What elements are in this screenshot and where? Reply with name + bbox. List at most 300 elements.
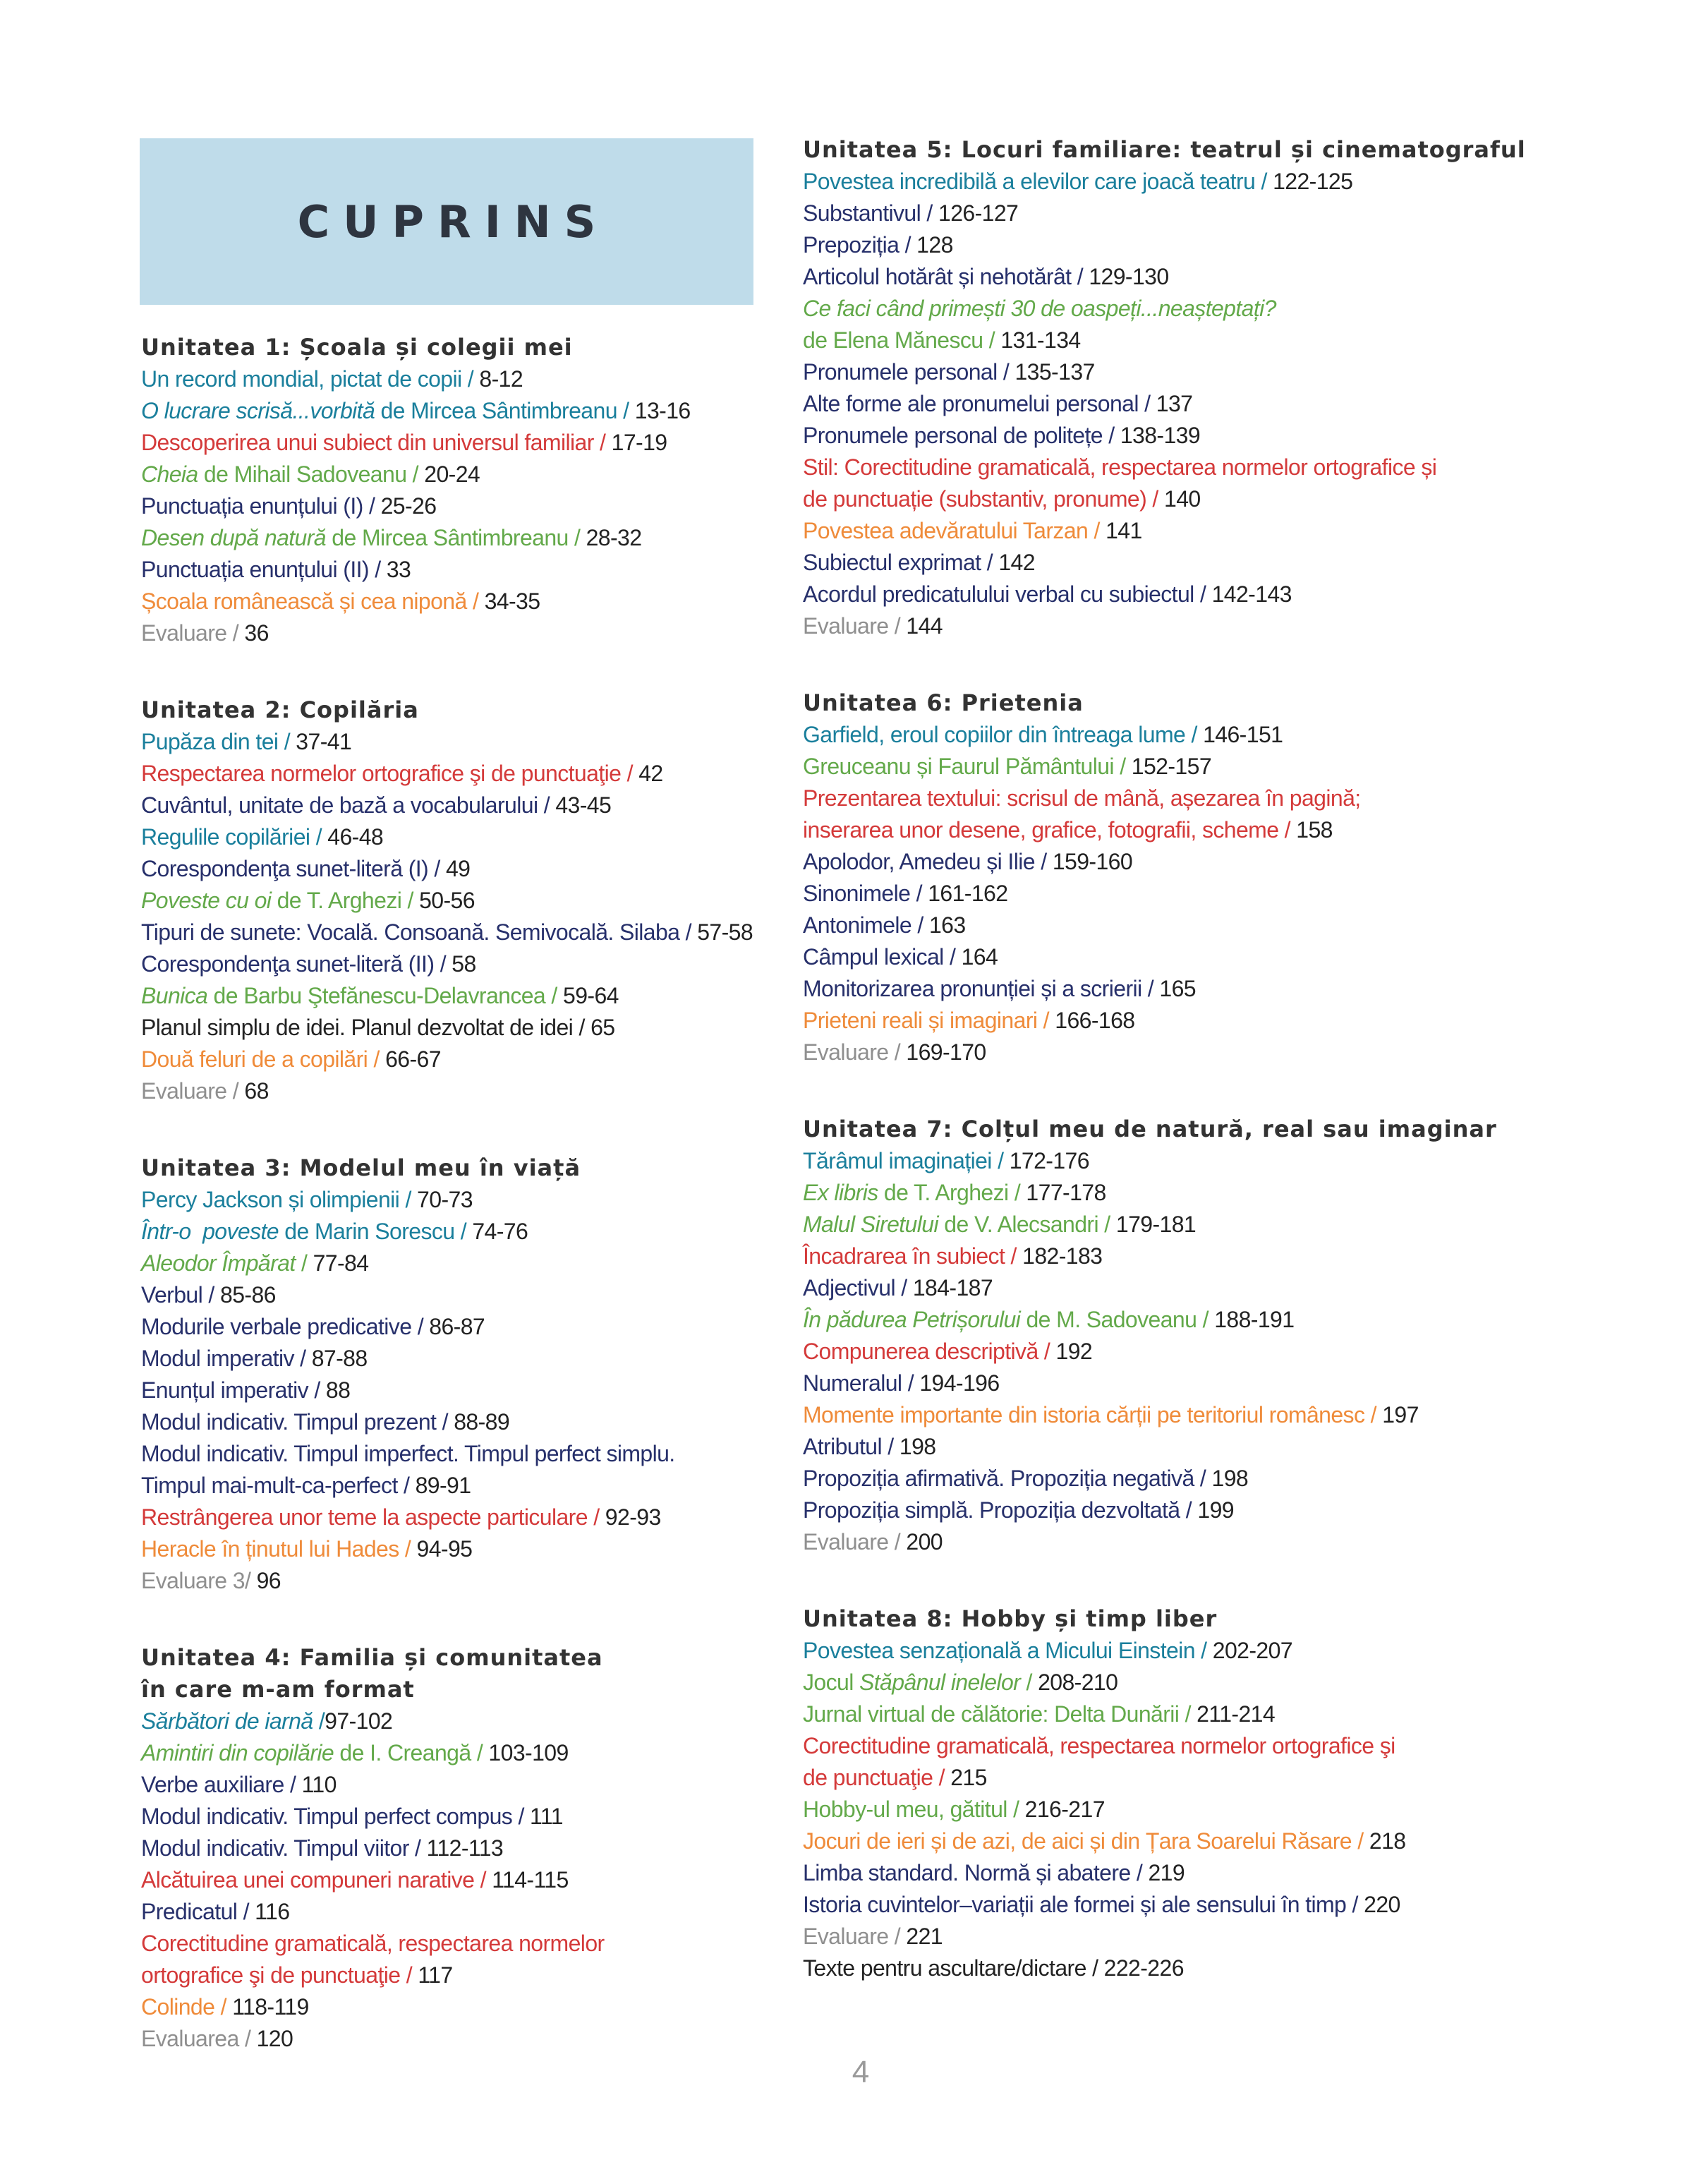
entry-text: de T. Arghezi / bbox=[878, 1180, 1026, 1205]
toc-entry[interactable] bbox=[803, 420, 1671, 452]
page-ref: 194-196 bbox=[919, 1370, 1000, 1396]
toc-entry[interactable] bbox=[803, 325, 1671, 356]
toc-entry[interactable] bbox=[803, 166, 1671, 198]
entry-text: Un record mondial, pictat de copii / bbox=[141, 366, 480, 392]
page-ref: 117 bbox=[418, 1962, 453, 1988]
toc-entry[interactable] bbox=[803, 1825, 1671, 1857]
toc-entry[interactable] bbox=[803, 814, 1671, 846]
page-ref: 86-87 bbox=[429, 1314, 485, 1339]
toc-entry[interactable] bbox=[141, 948, 776, 980]
unit-title: Unitatea 3: Modelul meu în viață bbox=[141, 1154, 581, 1181]
toc-entry[interactable] bbox=[803, 1272, 1671, 1304]
entry-text: Heracle în ținutul lui Hades / bbox=[141, 1536, 417, 1562]
toc-entry[interactable] bbox=[803, 388, 1671, 420]
toc-entry[interactable] bbox=[141, 1864, 776, 1896]
entry-text: Câmpul lexical / bbox=[803, 944, 962, 970]
toc-entry[interactable] bbox=[803, 483, 1671, 515]
page-ref: 128 bbox=[916, 232, 953, 258]
entry-text: de Mircea Sântimbreanu / bbox=[375, 398, 635, 423]
page-ref: 198 bbox=[899, 1434, 936, 1459]
toc-entry[interactable] bbox=[803, 1304, 1671, 1336]
toc-entry[interactable] bbox=[803, 1698, 1671, 1730]
entry-text: 222-226 bbox=[1103, 1955, 1184, 1981]
page-ref: 142-143 bbox=[1211, 581, 1292, 607]
unit-title: Unitatea 7: Colțul meu de natură, real sau imaginar bbox=[803, 1116, 1497, 1142]
toc-entry[interactable] bbox=[803, 1005, 1671, 1037]
entry-text: Evaluare / bbox=[803, 1529, 907, 1555]
entry-text: Desen după natură bbox=[141, 525, 327, 550]
entry-text: Enunțul imperativ / bbox=[141, 1377, 326, 1403]
toc-entry[interactable] bbox=[803, 1336, 1671, 1368]
page-ref: 74-76 bbox=[472, 1219, 528, 1244]
entry-text: Două feluri de a copilări / bbox=[141, 1046, 386, 1072]
entry-text: Amintiri din copilărie bbox=[141, 1740, 334, 1765]
toc-entry[interactable] bbox=[803, 1794, 1671, 1825]
toc-entry[interactable] bbox=[141, 1075, 776, 1107]
entry-text: Tărâmul imaginației / bbox=[803, 1148, 1010, 1173]
toc-entry[interactable] bbox=[141, 1833, 776, 1864]
entry-text: Texte pentru ascultare/dictare / bbox=[803, 1955, 1104, 1981]
toc-entry[interactable] bbox=[803, 1037, 1671, 1068]
entry-text: Apolodor, Amedeu și Ilie / bbox=[803, 849, 1053, 874]
entry-text: Stil: Corectitudine gramaticală, respectarea normelor ortografice și bbox=[803, 454, 1437, 480]
page-ref: 219 bbox=[1148, 1860, 1185, 1885]
toc-entry[interactable] bbox=[803, 1463, 1671, 1495]
toc-entry[interactable] bbox=[141, 490, 776, 522]
toc-entry[interactable] bbox=[141, 363, 776, 395]
page-ref: 89-91 bbox=[415, 1473, 471, 1498]
toc-entry[interactable] bbox=[803, 1635, 1671, 1667]
entry-text: Punctuația enunțului (I) / bbox=[141, 493, 381, 519]
toc-entry[interactable] bbox=[141, 1896, 776, 1928]
page-ref: 42 bbox=[638, 761, 663, 786]
entry-text: de Mircea Sântimbreanu / bbox=[326, 525, 586, 550]
page-ref: 164 bbox=[961, 944, 998, 970]
toc-entry[interactable] bbox=[803, 229, 1671, 261]
page-ref: 221 bbox=[906, 1924, 943, 1949]
page-ref: 43-45 bbox=[555, 792, 612, 818]
entry-text: Modul indicativ. Timpul perfect compus / bbox=[141, 1804, 531, 1829]
entry-text: Respectarea normelor ortografice şi de punctuaţie / bbox=[141, 761, 639, 786]
entry-text: de punctuație (substantiv, pronume) / bbox=[803, 486, 1165, 512]
unit-section-4 bbox=[141, 1642, 776, 2055]
toc-entry[interactable] bbox=[803, 1857, 1671, 1889]
page-ref: 103-109 bbox=[488, 1740, 569, 1765]
entry-text: / bbox=[295, 1250, 313, 1276]
page-ref: 199 bbox=[1197, 1497, 1234, 1523]
toc-entry[interactable] bbox=[141, 1801, 776, 1833]
page-ref: 172-176 bbox=[1009, 1148, 1089, 1173]
toc-entry[interactable] bbox=[803, 515, 1671, 547]
toc-entry[interactable] bbox=[141, 1928, 776, 1960]
toc-entry[interactable] bbox=[803, 1368, 1671, 1399]
page-ref: 169-170 bbox=[906, 1039, 986, 1065]
entry-text: Evaluarea / bbox=[141, 2026, 257, 2051]
entry-text: Evaluare / bbox=[803, 613, 907, 639]
page-ref: 152-157 bbox=[1131, 754, 1212, 779]
toc-entry[interactable] bbox=[141, 617, 776, 649]
page-ref: 184-187 bbox=[912, 1275, 993, 1300]
toc-entry[interactable] bbox=[803, 261, 1671, 293]
page-ref: 33 bbox=[386, 557, 411, 582]
entry-text: Descoperirea unui subiect din universul familiar / bbox=[141, 430, 612, 455]
page-ref: 218 bbox=[1369, 1828, 1406, 1854]
entry-text: Monitorizarea pronunției și a scrierii / bbox=[803, 976, 1160, 1001]
toc-entry[interactable] bbox=[803, 846, 1671, 878]
toc-entry[interactable] bbox=[803, 783, 1671, 814]
toc-entry[interactable] bbox=[141, 821, 776, 853]
entry-text: Ex libris bbox=[803, 1180, 878, 1205]
page-ref: 159-160 bbox=[1052, 849, 1133, 874]
toc-entry[interactable] bbox=[141, 1769, 776, 1801]
toc-entry[interactable] bbox=[141, 885, 776, 917]
page-ref: 57-58 bbox=[697, 919, 753, 945]
toc-entry[interactable] bbox=[141, 1279, 776, 1311]
toc-entry[interactable] bbox=[803, 1431, 1671, 1463]
entry-text: Garfield, eroul copiilor din întreaga lume / bbox=[803, 722, 1204, 747]
page-ref: 68 bbox=[244, 1078, 269, 1104]
toc-entry[interactable] bbox=[141, 1343, 776, 1375]
toc-entry[interactable] bbox=[803, 452, 1671, 483]
toc-entry[interactable] bbox=[141, 790, 776, 821]
page-ref: 208-210 bbox=[1038, 1670, 1118, 1695]
toc-entry[interactable] bbox=[803, 579, 1671, 610]
entry-text: Adjectivul / bbox=[803, 1275, 913, 1300]
toc-entry[interactable] bbox=[803, 1495, 1671, 1526]
page-ref: 202-207 bbox=[1212, 1638, 1293, 1663]
toc-entry[interactable] bbox=[141, 758, 776, 790]
entry-text: Pronumele personal de politețe / bbox=[803, 423, 1120, 448]
unit-title: Unitatea 4: Familia și comunitatea bbox=[141, 1644, 603, 1671]
toc-entry[interactable] bbox=[803, 719, 1671, 751]
entry-text: de Marin Sorescu / bbox=[278, 1219, 473, 1244]
page-ref: 94-95 bbox=[416, 1536, 473, 1562]
toc-entry[interactable] bbox=[141, 1737, 776, 1769]
unit-title: Unitatea 8: Hobby și timp liber bbox=[803, 1605, 1218, 1632]
page-ref: 85-86 bbox=[220, 1282, 276, 1308]
entry-text: Cuvântul, unitate de bază a vocabularului / bbox=[141, 792, 556, 818]
unit-section-7 bbox=[803, 1113, 1671, 1558]
toc-entry[interactable] bbox=[803, 1730, 1671, 1762]
page-ref: 146-151 bbox=[1203, 722, 1283, 747]
page-ref: 77-84 bbox=[313, 1250, 369, 1276]
entry-text: Istoria cuvintelor–variații ale formei și ale sensului în timp / bbox=[803, 1892, 1364, 1917]
page-ref: 112-113 bbox=[426, 1835, 504, 1861]
entry-text: Cheia bbox=[141, 461, 198, 487]
entry-text: de I. Creangă / bbox=[334, 1740, 489, 1765]
toc-entry[interactable] bbox=[141, 1470, 776, 1502]
entry-text: Numeralul / bbox=[803, 1370, 920, 1396]
toc-entry[interactable] bbox=[803, 1241, 1671, 1272]
entry-text: O lucrare scrisă...vorbită bbox=[141, 398, 375, 423]
toc-entry[interactable] bbox=[803, 973, 1671, 1005]
page-ref: 116 bbox=[255, 1899, 290, 1924]
unit-section-6 bbox=[803, 687, 1671, 1068]
toc-entry[interactable] bbox=[803, 1762, 1671, 1794]
entry-text: Verbul / bbox=[141, 1282, 221, 1308]
entry-text: de V. Alecsandri / bbox=[938, 1212, 1116, 1237]
toc-entry[interactable] bbox=[803, 1889, 1671, 1921]
page-ref: 110 bbox=[301, 1772, 337, 1797]
toc-entry[interactable] bbox=[141, 1216, 776, 1248]
toc-entry[interactable] bbox=[141, 1311, 776, 1343]
entry-text: Sărbători de iarnă bbox=[141, 1708, 313, 1734]
toc-left-column bbox=[141, 332, 776, 2100]
entry-text: Modul indicativ. Timpul viitor / bbox=[141, 1835, 427, 1861]
entry-text: Școala românească și cea niponă / bbox=[141, 588, 485, 614]
page-ref: 126-127 bbox=[938, 200, 1019, 226]
entry-text: / bbox=[1020, 1670, 1038, 1695]
toc-entry[interactable] bbox=[141, 917, 776, 948]
toc-entry[interactable] bbox=[803, 198, 1671, 229]
page-ref: 97-102 bbox=[325, 1708, 393, 1734]
page-ref: 131-134 bbox=[1000, 327, 1081, 353]
toc-entry[interactable] bbox=[141, 522, 776, 554]
page-ref: 17-19 bbox=[611, 430, 667, 455]
toc-entry[interactable] bbox=[141, 1044, 776, 1075]
page-ref: 192 bbox=[1055, 1339, 1093, 1364]
page-ref: 129-130 bbox=[1089, 264, 1169, 289]
entry-text: ortografice şi de punctuaţie / bbox=[141, 1962, 418, 1988]
toc-entry[interactable] bbox=[141, 1184, 776, 1216]
entry-text: Încadrarea în subiect / bbox=[803, 1243, 1023, 1269]
page-ref: 59-64 bbox=[563, 983, 619, 1008]
entry-text: Colinde / bbox=[141, 1994, 233, 2020]
toc-entry[interactable] bbox=[803, 293, 1671, 325]
toc-entry[interactable] bbox=[141, 1706, 776, 1737]
entry-text: Limba standard. Normă și abatere / bbox=[803, 1860, 1149, 1885]
entry-text: Prieteni reali și imaginari / bbox=[803, 1008, 1055, 1033]
entry-text: Corectitudine gramaticală, respectarea normelor bbox=[141, 1931, 605, 1956]
entry-text: Subiectul exprimat / bbox=[803, 550, 999, 575]
page-ref: 216-217 bbox=[1024, 1797, 1105, 1822]
toc-entry[interactable] bbox=[141, 1406, 776, 1438]
page-title: CUPRINS bbox=[297, 195, 610, 248]
page-ref: 141 bbox=[1106, 518, 1142, 543]
page-ref: 122-125 bbox=[1273, 169, 1353, 194]
toc-entry[interactable] bbox=[141, 427, 776, 459]
page-ref: 20-24 bbox=[424, 461, 480, 487]
page-ref: 161-162 bbox=[928, 881, 1008, 906]
entry-text: Jocuri de ieri și de azi, de aici și din Țara Soarelui Răsare / bbox=[803, 1828, 1369, 1854]
toc-entry[interactable] bbox=[803, 1399, 1671, 1431]
entry-text: Punctuația enunțului (II) / bbox=[141, 557, 387, 582]
page-ref: 120 bbox=[256, 2026, 293, 2051]
toc-entry[interactable] bbox=[803, 1952, 1671, 1984]
entry-text: Propoziția simplă. Propoziția dezvoltată / bbox=[803, 1497, 1198, 1523]
page-ref: 220 bbox=[1364, 1892, 1400, 1917]
page-ref: 8-12 bbox=[479, 366, 523, 392]
entry-text: Alte forme ale pronumelui personal / bbox=[803, 391, 1156, 416]
toc-entry[interactable] bbox=[141, 1533, 776, 1565]
entry-text: Timpul mai-mult-ca-perfect / bbox=[141, 1473, 416, 1498]
toc-entry[interactable] bbox=[141, 1502, 776, 1533]
entry-text: Compunerea descriptivă / bbox=[803, 1339, 1056, 1364]
page-ref: 118-119 bbox=[232, 1994, 309, 2020]
entry-text: Jocul bbox=[803, 1670, 859, 1695]
entry-text: Antonimele / bbox=[803, 912, 929, 938]
entry-text: de Barbu Ştefănescu-Delavrancea / bbox=[207, 983, 564, 1008]
entry-text: Povestea adevăratului Tarzan / bbox=[803, 518, 1106, 543]
page-ref: 165 bbox=[1159, 976, 1196, 1001]
unit-section-3 bbox=[141, 1152, 776, 1597]
entry-text: de T. Arghezi / bbox=[271, 888, 420, 913]
page-ref: 58 bbox=[452, 951, 476, 977]
entry-text: Planul simplu de idei. Planul dezvoltat de idei / bbox=[141, 1015, 591, 1040]
entry-text: Verbe auxiliare / bbox=[141, 1772, 302, 1797]
toc-entry[interactable] bbox=[803, 1209, 1671, 1241]
entry-text: Într-o poveste bbox=[141, 1219, 279, 1244]
toc-entry[interactable] bbox=[803, 547, 1671, 579]
page-ref: 87-88 bbox=[311, 1346, 368, 1371]
page-ref: 144 bbox=[906, 613, 943, 639]
page-ref: 142 bbox=[998, 550, 1035, 575]
unit-title: Unitatea 6: Prietenia bbox=[803, 689, 1084, 716]
unit-section-2 bbox=[141, 694, 776, 1107]
entry-text: Stăpânul inelelor bbox=[859, 1670, 1021, 1695]
entry-text: Povestea senzațională a Micului Einstein / bbox=[803, 1638, 1213, 1663]
page-ref: 138-139 bbox=[1120, 423, 1201, 448]
page-ref: 70-73 bbox=[417, 1187, 473, 1212]
entry-text: Evaluare / bbox=[803, 1039, 907, 1065]
entry-text: Pronumele personal / bbox=[803, 359, 1015, 385]
page-ref: 200 bbox=[906, 1529, 943, 1555]
entry-text: inserarea unor desene, grafice, fotografii, scheme / bbox=[803, 817, 1297, 843]
entry-text: de Elena Mănescu / bbox=[803, 327, 1001, 353]
toc-entry[interactable] bbox=[141, 1012, 776, 1044]
entry-text: de Mihail Sadoveanu / bbox=[198, 461, 425, 487]
toc-entry[interactable] bbox=[141, 1438, 776, 1470]
page-ref: 114-115 bbox=[492, 1867, 569, 1893]
page-ref: 197 bbox=[1382, 1402, 1419, 1427]
page-ref: 140 bbox=[1164, 486, 1201, 512]
entry-text: Evaluare / bbox=[803, 1924, 907, 1949]
toc-entry[interactable] bbox=[141, 554, 776, 586]
toc-entry[interactable] bbox=[141, 1960, 776, 1991]
toc-entry[interactable] bbox=[803, 878, 1671, 910]
entry-text: Corespondenţa sunet-literă (II) / bbox=[141, 951, 452, 977]
toc-entry[interactable] bbox=[141, 1248, 776, 1279]
toc-entry[interactable] bbox=[803, 941, 1671, 973]
entry-text: Hobby-ul meu, gătitul / bbox=[803, 1797, 1025, 1822]
unit-section-5 bbox=[803, 134, 1671, 642]
unit-title: Unitatea 2: Copilăria bbox=[141, 696, 419, 723]
title-box bbox=[140, 138, 753, 305]
entry-text: Prezentarea textului: scrisul de mână, așezarea în pagină; bbox=[803, 785, 1361, 811]
page-ref: 50-56 bbox=[419, 888, 475, 913]
entry-text: Poveste cu oi bbox=[141, 888, 272, 913]
page-ref: 137 bbox=[1156, 391, 1193, 416]
toc-entry[interactable] bbox=[141, 1565, 776, 1597]
toc-entry[interactable] bbox=[803, 1667, 1671, 1698]
entry-text: Corectitudine gramaticală, respectarea normelor ortografice şi bbox=[803, 1733, 1395, 1758]
entry-text: Alcătuirea unei compuneri narative / bbox=[141, 1867, 492, 1893]
toc-entry[interactable] bbox=[803, 1526, 1671, 1558]
toc-entry[interactable] bbox=[141, 459, 776, 490]
entry-text: Modurile verbale predicative / bbox=[141, 1314, 430, 1339]
entry-text: Modul indicativ. Timpul imperfect. Timpul perfect simplu. bbox=[141, 1441, 675, 1466]
unit-title: Unitatea 5: Locuri familiare: teatrul și cinematograful bbox=[803, 136, 1526, 163]
entry-text: Tipuri de sunete: Vocală. Consoană. Semivocală. Silaba / bbox=[141, 919, 698, 945]
page-ref: 111 bbox=[530, 1804, 563, 1829]
toc-entry[interactable] bbox=[803, 1177, 1671, 1209]
page-ref: 211-214 bbox=[1197, 1701, 1276, 1727]
entry-text: Predicatul / bbox=[141, 1899, 255, 1924]
entry-text: Greuceanu și Faurul Pământului / bbox=[803, 754, 1132, 779]
entry-text: Articolul hotărât și nehotărât / bbox=[803, 264, 1089, 289]
entry-text: de M. Sadoveanu / bbox=[1020, 1307, 1215, 1332]
toc-entry[interactable] bbox=[141, 2023, 776, 2055]
entry-text: În pădurea Petrișorului bbox=[803, 1307, 1021, 1332]
toc-entry[interactable] bbox=[803, 1145, 1671, 1177]
page-ref: 25-26 bbox=[380, 493, 437, 519]
page-ref: 198 bbox=[1211, 1466, 1249, 1491]
entry-text: Corespondenţa sunet-literă (I) / bbox=[141, 856, 446, 881]
page-ref: 166-168 bbox=[1055, 1008, 1135, 1033]
toc-entry[interactable] bbox=[141, 395, 776, 427]
entry-text: Jurnal virtual de călătorie: Delta Dunării / bbox=[803, 1701, 1197, 1727]
entry-text: Atributul / bbox=[803, 1434, 900, 1459]
page-ref: 135-137 bbox=[1014, 359, 1095, 385]
toc-entry[interactable] bbox=[803, 356, 1671, 388]
page-ref: 163 bbox=[928, 912, 966, 938]
toc-entry[interactable] bbox=[803, 751, 1671, 783]
toc-entry[interactable] bbox=[141, 1991, 776, 2023]
entry-text: Substantivul / bbox=[803, 200, 939, 226]
page-ref: 13-16 bbox=[634, 398, 691, 423]
entry-text: de punctuaţie / bbox=[803, 1765, 951, 1790]
entry-text: Aleodor Împărat bbox=[141, 1250, 296, 1276]
entry-text: Bunica bbox=[141, 983, 208, 1008]
entry-text: / bbox=[313, 1708, 325, 1734]
toc-entry[interactable] bbox=[803, 910, 1671, 941]
toc-entry[interactable] bbox=[141, 1375, 776, 1406]
page-ref: 92-93 bbox=[605, 1504, 661, 1530]
entry-text: Restrângerea unor teme la aspecte particulare / bbox=[141, 1504, 605, 1530]
toc-entry[interactable] bbox=[141, 726, 776, 758]
page-ref: 188-191 bbox=[1214, 1307, 1295, 1332]
toc-right-column bbox=[803, 134, 1671, 2029]
entry-text: Prepoziția / bbox=[803, 232, 917, 258]
page-number: 4 bbox=[852, 2055, 870, 2089]
toc-entry[interactable] bbox=[141, 853, 776, 885]
page-ref: 66-67 bbox=[385, 1046, 441, 1072]
entry-text: Modul imperativ / bbox=[141, 1346, 312, 1371]
page-ref: 88-89 bbox=[454, 1409, 510, 1435]
page-ref: 96 bbox=[256, 1568, 281, 1593]
entry-text: Percy Jackson și olimpienii / bbox=[141, 1187, 418, 1212]
toc-entry[interactable] bbox=[803, 1921, 1671, 1952]
toc-entry[interactable] bbox=[141, 980, 776, 1012]
page-ref: 34-35 bbox=[484, 588, 540, 614]
page-ref: 182-183 bbox=[1022, 1243, 1103, 1269]
entry-text: Modul indicativ. Timpul prezent / bbox=[141, 1409, 454, 1435]
unit-title: Unitatea 1: Școala și colegii mei bbox=[141, 334, 573, 361]
entry-text: Evaluare 3/ bbox=[141, 1568, 257, 1593]
page-ref: 46-48 bbox=[327, 824, 384, 850]
entry-text: Malul Siretului bbox=[803, 1212, 938, 1237]
page-ref: 179-181 bbox=[1115, 1212, 1197, 1237]
page-ref: 49 bbox=[445, 856, 471, 881]
page-ref: 158 bbox=[1296, 817, 1333, 843]
toc-entry[interactable] bbox=[141, 586, 776, 617]
unit-title: în care m-am format bbox=[141, 1676, 415, 1703]
toc-entry[interactable] bbox=[803, 610, 1671, 642]
page-ref: 88 bbox=[325, 1377, 351, 1403]
entry-text: Ce faci când primești 30 de oaspeți...neașteptați? bbox=[803, 296, 1276, 321]
entry-text: Acordul predicatulului verbal cu subiectul / bbox=[803, 581, 1212, 607]
page-ref: 215 bbox=[950, 1765, 987, 1790]
